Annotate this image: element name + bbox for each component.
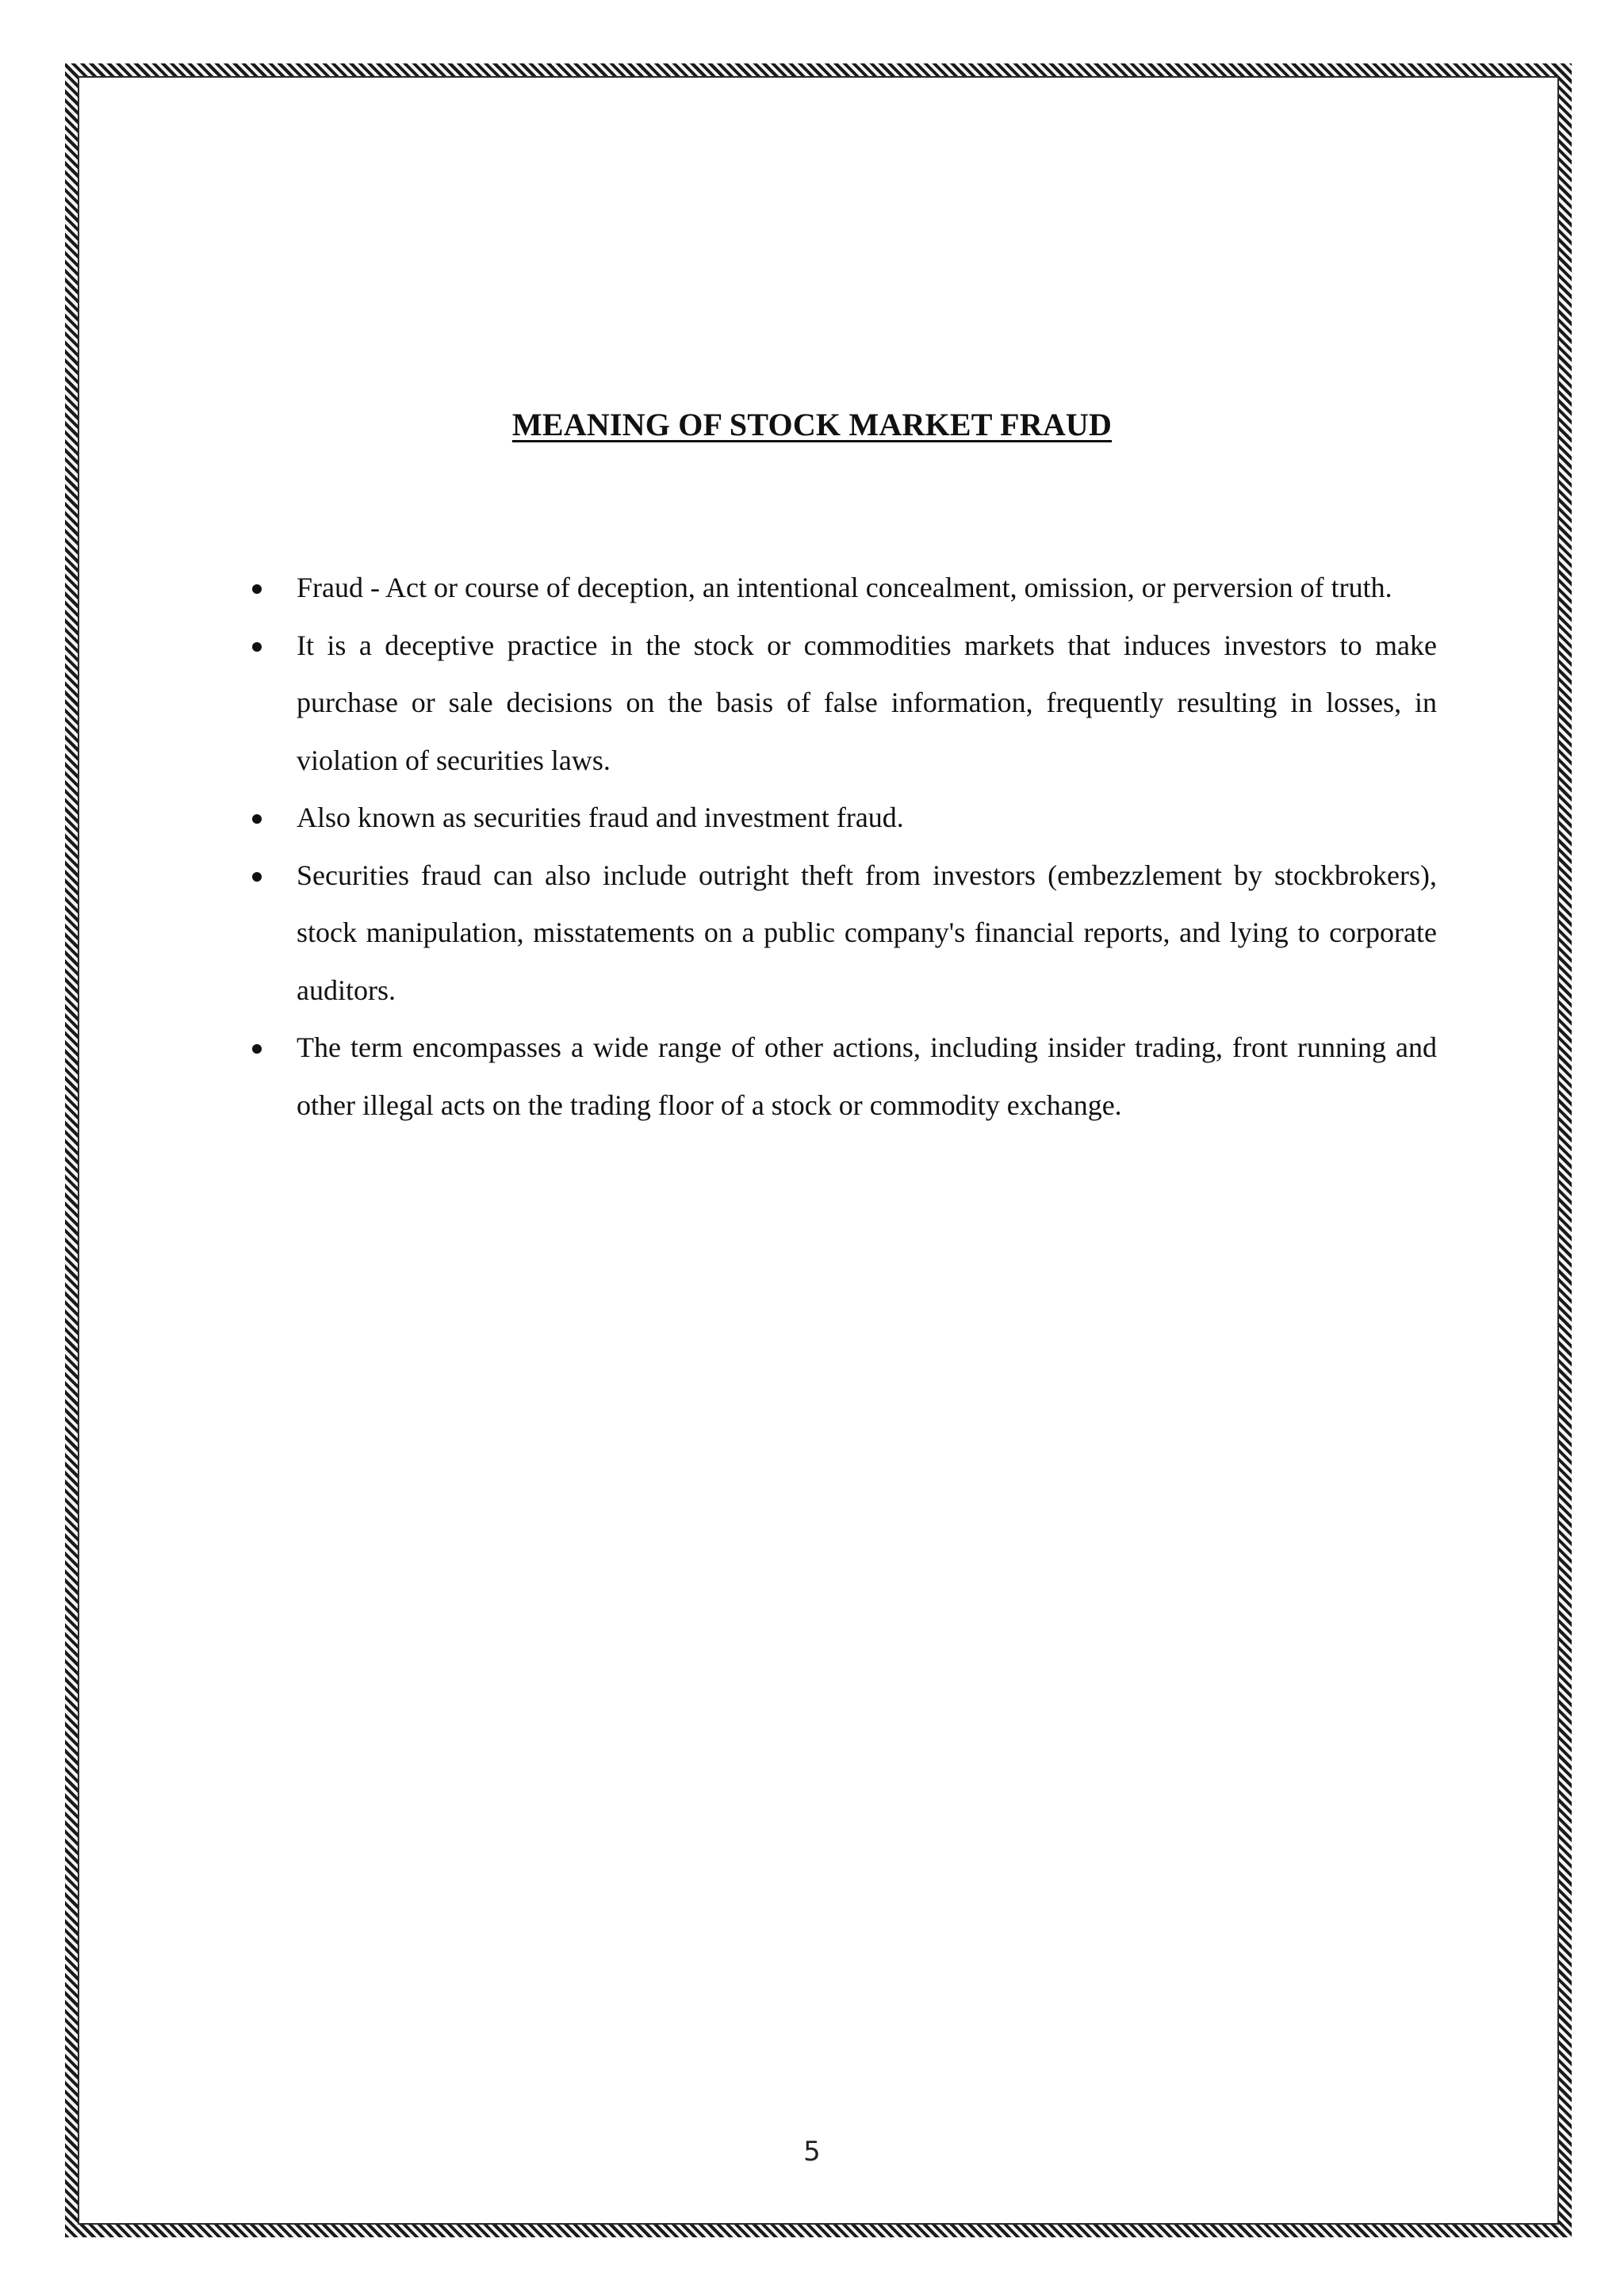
list-item [238,559,1437,617]
list-item-text: It is a deceptive practice in the stock or commodities markets that induces investors to make purchase or sale decisions on the basis of false information, frequently resulting in losses, in violation of securities laws. [297,629,1437,776]
bullet-icon [252,1044,262,1054]
page-number: 5 [803,2136,821,2168]
list-item-text: Fraud - Act or course of deception, an intentional concealment, omission, or perversion of truth. [297,572,1392,603]
list-item [238,789,1437,847]
page-border-inner-line [78,76,1559,2225]
list-item-text: Also known as securities fraud and investment fraud. [297,802,904,833]
bullet-icon [252,872,262,882]
list-item [238,617,1437,790]
bullet-list [238,559,1437,1134]
bullet-icon [252,814,262,824]
list-item [238,1019,1437,1134]
bullet-icon [252,584,262,594]
list-item [238,847,1437,1020]
list-item-text: The term encompasses a wide range of other actions, including insider trading, front running and other illegal acts on the trading floor of a stock or commodity exchange. [297,1031,1437,1121]
list-item-text: Securities fraud can also include outright theft from investors (embezzlement by stockbrokers), stock manipulation, misstatements on a public company's financial reports, and lying to corporate auditors. [297,859,1437,1006]
page-title: MEANING OF STOCK MARKET FRAUD [511,407,1113,442]
bullet-icon [252,642,262,652]
